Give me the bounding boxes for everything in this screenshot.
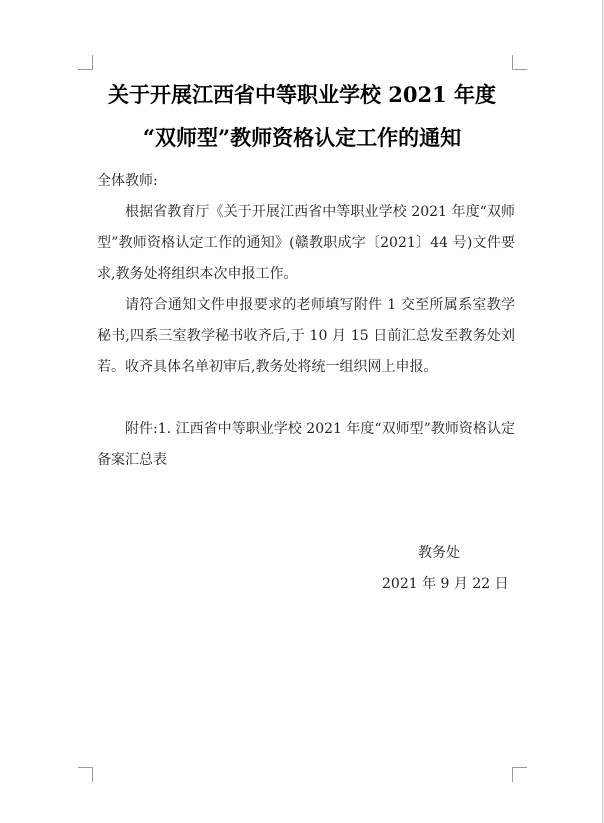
document-body <box>97 166 515 476</box>
signature-organization: 教务处 <box>418 545 460 561</box>
document-title-line-1: 关于开展江西省中等职业学校 2021 年度 <box>107 82 497 107</box>
paragraph: 根据省教育厅《关于开展江西省中等职业学校 2021 年度“双师型”教师资格认定工作的通知》(赣教职成字〔2021〕44 号)文件要求,教务处将组织本次申报工作。 <box>97 204 515 282</box>
margin-corner-mark <box>512 55 527 70</box>
attachment-note: 附件:1. 江西省中等职业学校 2021 年度“双师型”教师资格认定备案汇总表 <box>97 421 515 468</box>
document-title-line-2: “双师型”教师资格认定工作的通知 <box>142 125 462 150</box>
signature-date: 2021 年 9 月 22 日 <box>382 576 509 592</box>
margin-corner-mark <box>512 767 527 782</box>
paragraph: 请符合通知文件申报要求的老师填写附件 1 交至所属系室教学秘书,四系三室教学秘书收齐后,于 10 月 15 日前汇总发至教务处刘若。收齐具体名单初审后,教务处将统一组织网上申报。 <box>97 297 515 375</box>
salutation: 全体教师: <box>97 173 158 189</box>
margin-corner-mark <box>78 767 93 782</box>
margin-corner-mark <box>78 55 93 70</box>
